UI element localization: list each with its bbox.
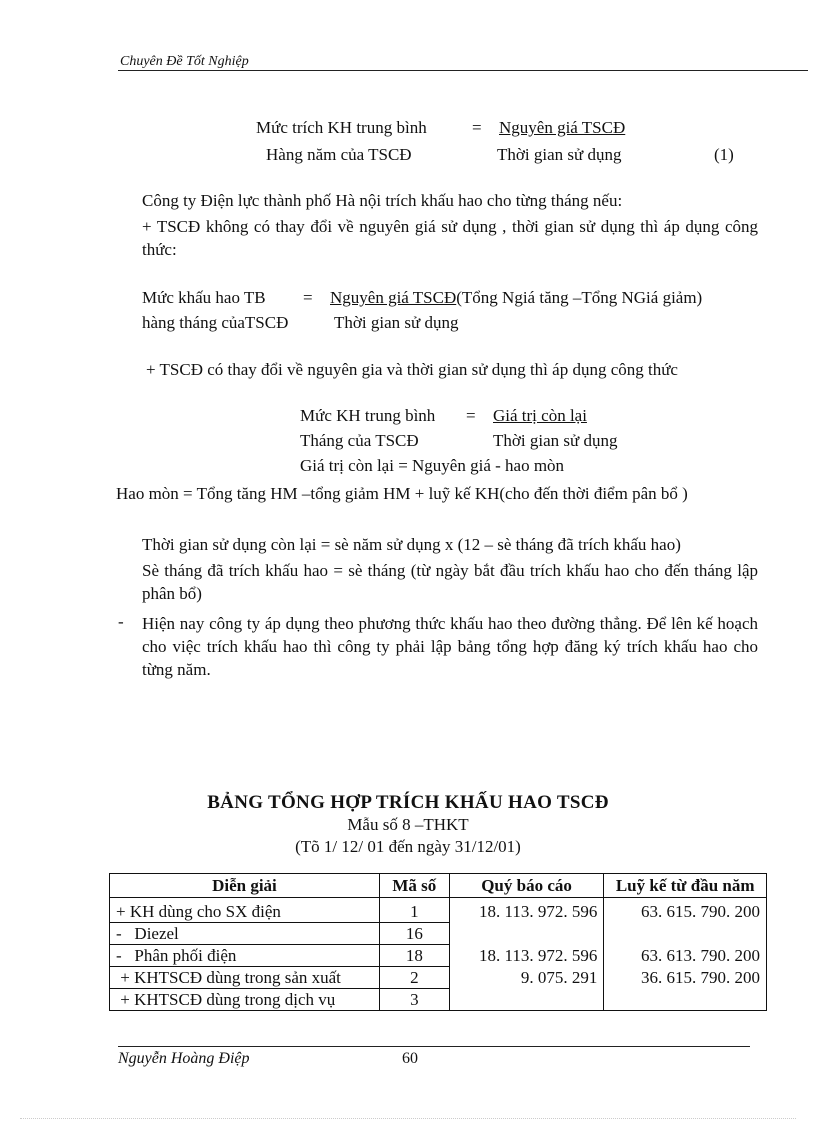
bullet-text: Hiện nay công ty áp dụng theo phương thức khấu hao theo đường thẳng. Để lên kế hoạch cho việc trích khấu hao thì công ty phải lập bảng tổng hợp đăng ký trích khấu hao cho từng năm. — [142, 614, 758, 679]
row-code: 1 — [379, 898, 449, 923]
row-desc: + KH dùng cho SX điện — [110, 898, 380, 923]
row-desc: - Diezel — [110, 923, 380, 945]
hao-mon-text: Hao mòn = Tổng tăng HM –tổng giảm HM + luỹ kế KH(cho đến thời điểm pân bổ ) — [116, 484, 688, 503]
row-code: 18 — [379, 945, 449, 967]
formula3-eq: = — [466, 406, 476, 425]
row-desc: - Phân phối điện — [110, 945, 380, 967]
table-row — [110, 967, 767, 989]
formula2-eq: = — [303, 288, 313, 307]
formula3-numerator: Giá trị còn lại — [493, 406, 587, 425]
table-title: BẢNG TỔNG HỢP TRÍCH KHẤU HAO TSCĐ — [207, 792, 609, 813]
formula3-denominator: Thời gian sử dụng — [493, 431, 618, 450]
row-cumulative — [604, 923, 767, 945]
row-cumulative — [604, 989, 767, 1011]
header-quarter: Quý báo cáo — [449, 874, 604, 898]
table-row — [110, 923, 767, 945]
formula3-left-2: Tháng của TSCĐ — [300, 431, 419, 450]
footer-author: Nguyễn Hoàng Điệp — [118, 1050, 250, 1067]
footer-rule — [118, 1046, 750, 1047]
case1-text: + TSCĐ không có thay đổi về nguyên giá sử dụng , thời gian sử dụng thì áp dụng công thức: — [142, 217, 758, 259]
formula1-left-1: Mức trích KH trung bình — [256, 118, 427, 137]
bullet-dash: - — [118, 612, 124, 631]
row-desc: + KHTSCĐ dùng trong sản xuất — [110, 967, 380, 989]
case2-text: + TSCĐ có thay đổi về nguyên gia và thời gian sử dụng thì áp dụng công thức — [146, 360, 678, 379]
header-rule — [118, 70, 808, 71]
header-code: Mã số — [379, 874, 449, 898]
row-quarter: 9. 075. 291 — [449, 967, 604, 989]
row-cumulative: 36. 615. 790. 200 — [604, 967, 767, 989]
formula3-left-1: Mức KH trung bình — [300, 406, 436, 425]
formula1-numerator: Nguyên giá TSCĐ — [499, 118, 626, 137]
row-code: 2 — [379, 967, 449, 989]
table-header-row — [110, 874, 767, 898]
row-desc: + KHTSCĐ dùng trong dịch vụ — [110, 989, 380, 1011]
formula3-line3: Giá trị còn lại = Nguyên giá - hao mòn — [300, 456, 565, 475]
period: (Tõ 1/ 12/ 01 đến ngày 31/12/01) — [295, 837, 521, 856]
row-quarter — [449, 989, 604, 1011]
remaining-time-text: Thời gian sử dụng còn lại = sè năm sử dụng x (12 – sè tháng đã trích khấu hao) — [142, 535, 681, 554]
page-number: 60 — [402, 1050, 418, 1067]
page-edge-dots — [20, 1118, 796, 1119]
header-cumulative: Luỹ kế từ đầu năm — [604, 874, 767, 898]
running-header: Chuyên Đề Tốt Nghiệp — [120, 54, 249, 69]
table-row — [110, 989, 767, 1011]
row-cumulative: 63. 613. 790. 200 — [604, 945, 767, 967]
formula2-extra: (Tổng Ngiá tăng –Tổng NGiá giảm) — [456, 288, 703, 307]
table-row — [110, 898, 767, 923]
formula1-left-2: Hàng năm của TSCĐ — [266, 145, 412, 164]
row-cumulative: 63. 615. 790. 200 — [604, 898, 767, 923]
row-quarter: 18. 113. 972. 596 — [449, 945, 604, 967]
depreciation-table — [109, 873, 767, 1011]
row-code: 3 — [379, 989, 449, 1011]
row-code: 16 — [379, 923, 449, 945]
formula1-number: (1) — [714, 145, 734, 164]
months-text: Sè tháng đã trích khấu hao = sè tháng (từ ngày bắt đầu trích khấu hao cho đến tháng lập phân bổ) — [142, 561, 758, 603]
formula2-right-1 — [330, 288, 702, 308]
formula2-left-2: hàng tháng củaTSCĐ — [142, 313, 289, 332]
formula1-denominator: Thời gian sử dụng — [497, 145, 622, 164]
formula2-denominator: Thời gian sử dụng — [334, 313, 459, 332]
formula2-left-1: Mức khấu hao TB — [142, 288, 266, 307]
row-quarter — [449, 923, 604, 945]
row-quarter: 18. 113. 972. 596 — [449, 898, 604, 923]
formula2-numerator: Nguyên giá TSCĐ — [330, 288, 457, 307]
header-desc: Diễn giải — [110, 874, 380, 898]
intro-line: Công ty Điện lực thành phố Hà nội trích khấu hao cho từng tháng nếu: — [142, 191, 623, 210]
table-row — [110, 945, 767, 967]
formula1-eq: = — [472, 118, 482, 137]
form-number: Mẫu số 8 –THKT — [347, 815, 469, 834]
